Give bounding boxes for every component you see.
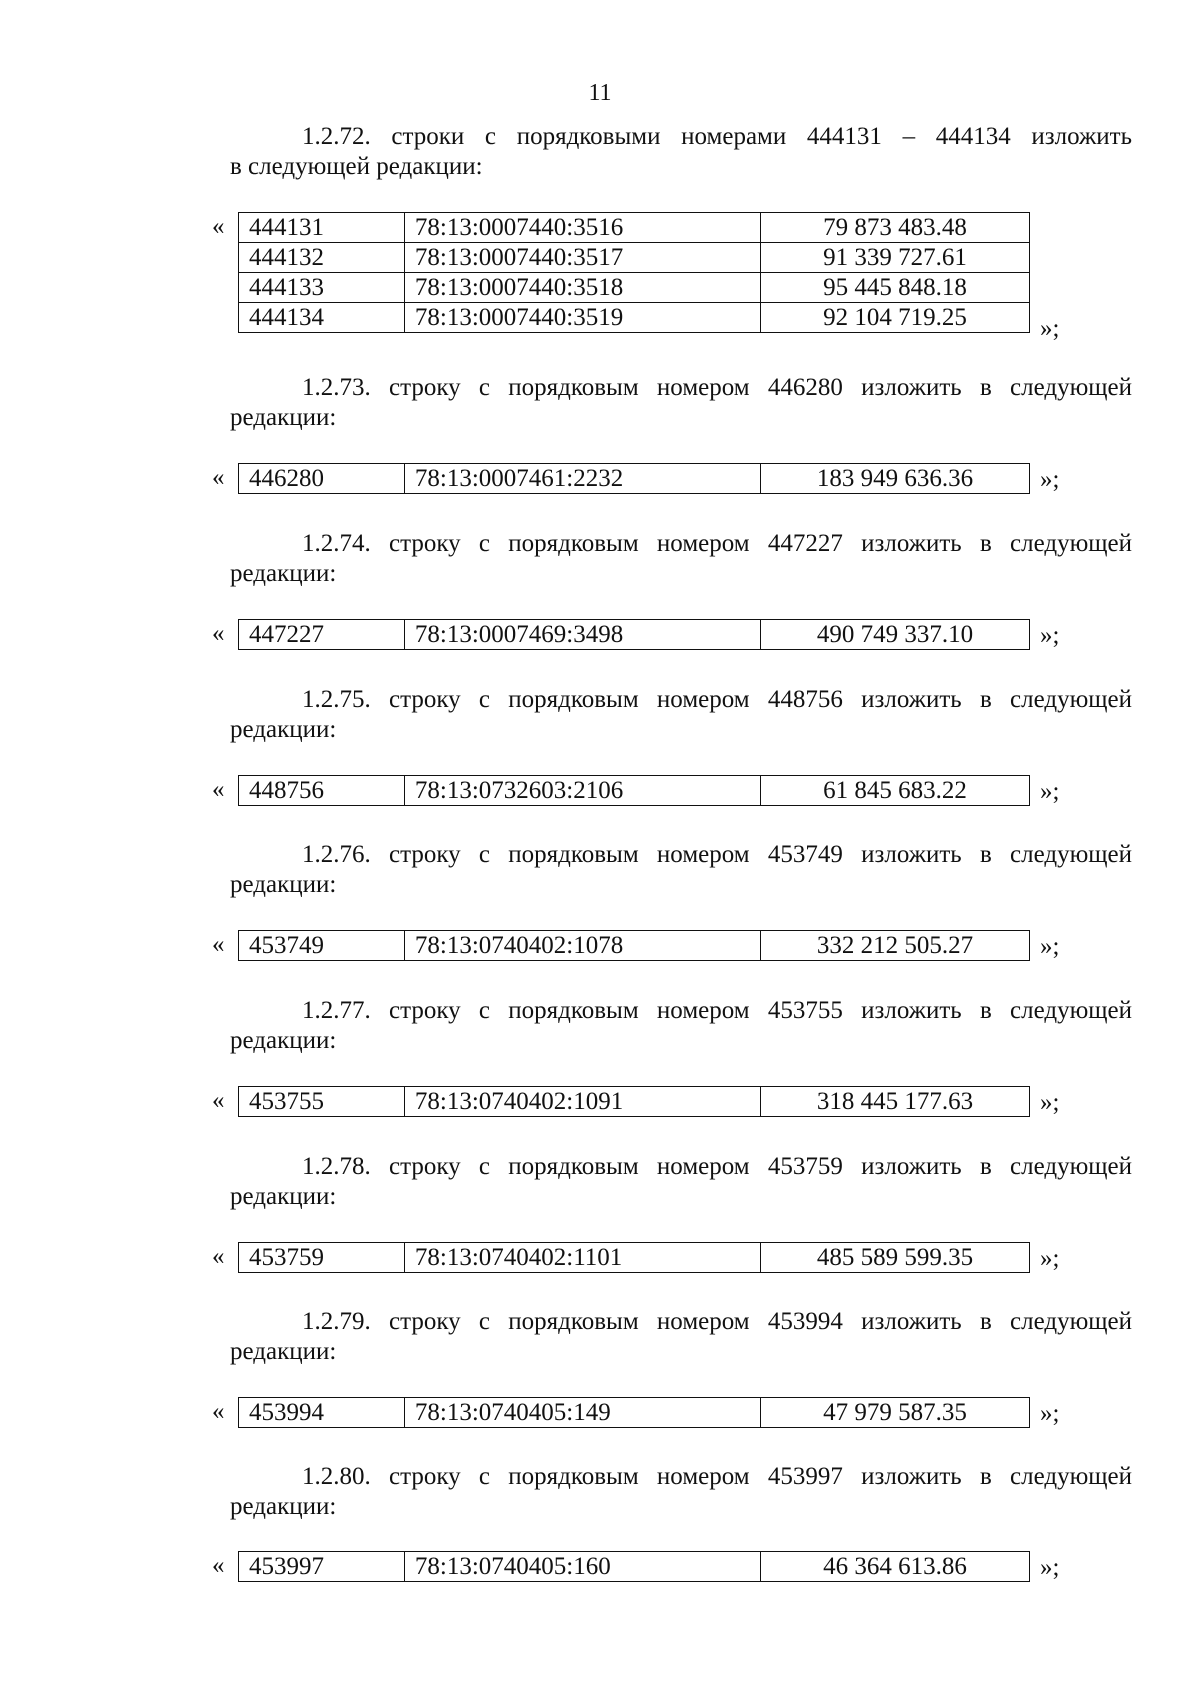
- paragraph-1-2-75: [230, 685, 1132, 745]
- value-cell: 79 873 483.48: [760, 213, 1029, 243]
- cadastral-number-cell: 78:13:0007440:3517: [404, 243, 760, 273]
- close-quote: »;: [1040, 933, 1060, 960]
- paragraph-line: 1.2.73. строку с порядковым номером 446280 изложить в следующей: [302, 374, 1132, 401]
- table-row: [239, 273, 1030, 303]
- open-quote: «: [212, 464, 225, 491]
- table-row: [239, 620, 1030, 650]
- close-quote: »;: [1040, 1400, 1060, 1427]
- row-number-cell: 446280: [239, 464, 405, 494]
- row-number-cell: 453755: [239, 1087, 405, 1117]
- amendment-table: [238, 1551, 1030, 1582]
- paragraph-line: 1.2.79. строку с порядковым номером 453994 изложить в следующей: [302, 1308, 1132, 1335]
- table-row: [239, 213, 1030, 243]
- cadastral-number-cell: 78:13:0740402:1078: [404, 931, 760, 961]
- paragraph-line: 1.2.72. строки с порядковыми номерами 444131 – 444134 изложить: [302, 123, 1132, 150]
- amendment-table: [238, 1242, 1030, 1273]
- open-quote: «: [212, 213, 225, 240]
- paragraph-1-2-74: [230, 529, 1132, 589]
- amendment-table: [238, 212, 1030, 333]
- paragraph-line: редакции:: [230, 1183, 337, 1210]
- paragraph-line: редакции:: [230, 871, 337, 898]
- open-quote: «: [212, 1243, 225, 1270]
- row-number-cell: 447227: [239, 620, 405, 650]
- row-number-cell: 444132: [239, 243, 405, 273]
- row-number-cell: 453759: [239, 1243, 405, 1273]
- paragraph-line: 1.2.75. строку с порядковым номером 448756 изложить в следующей: [302, 686, 1132, 713]
- row-number-cell: 444134: [239, 303, 405, 333]
- row-number-cell: 453997: [239, 1552, 405, 1582]
- close-quote: »;: [1040, 1089, 1060, 1116]
- cadastral-number-cell: 78:13:0740405:149: [404, 1398, 760, 1428]
- cadastral-number-cell: 78:13:0007469:3498: [404, 620, 760, 650]
- value-cell: 92 104 719.25: [760, 303, 1029, 333]
- paragraph-line: 1.2.78. строку с порядковым номером 453759 изложить в следующей: [302, 1153, 1132, 1180]
- amendment-table: [238, 775, 1030, 806]
- paragraph-line: редакции:: [230, 716, 337, 743]
- table-row: [239, 464, 1030, 494]
- paragraph-line: редакции:: [230, 560, 337, 587]
- table-row: [239, 303, 1030, 333]
- cadastral-number-cell: 78:13:0740402:1101: [404, 1243, 760, 1273]
- open-quote: «: [212, 620, 225, 647]
- open-quote: «: [212, 1087, 225, 1114]
- paragraph-line: редакции:: [230, 404, 337, 431]
- value-cell: 46 364 613.86: [760, 1552, 1029, 1582]
- open-quote: «: [212, 776, 225, 803]
- table-row: [239, 1087, 1030, 1117]
- table-row: [239, 931, 1030, 961]
- close-quote: »;: [1040, 315, 1060, 342]
- value-cell: 490 749 337.10: [760, 620, 1029, 650]
- paragraph-line: 1.2.76. строку с порядковым номером 453749 изложить в следующей: [302, 841, 1132, 868]
- amendment-table: [238, 1086, 1030, 1117]
- paragraph-1-2-72: [230, 122, 1132, 182]
- table-row: [239, 776, 1030, 806]
- amendment-table: [238, 463, 1030, 494]
- cadastral-number-cell: 78:13:0740402:1091: [404, 1087, 760, 1117]
- close-quote: »;: [1040, 466, 1060, 493]
- table-row: [239, 1552, 1030, 1582]
- value-cell: 318 445 177.63: [760, 1087, 1029, 1117]
- paragraph-line: 1.2.74. строку с порядковым номером 447227 изложить в следующей: [302, 530, 1132, 557]
- close-quote: »;: [1040, 622, 1060, 649]
- amendment-table: [238, 619, 1030, 650]
- row-number-cell: 453994: [239, 1398, 405, 1428]
- value-cell: 91 339 727.61: [760, 243, 1029, 273]
- value-cell: 95 445 848.18: [760, 273, 1029, 303]
- value-cell: 61 845 683.22: [760, 776, 1029, 806]
- paragraph-1-2-73: [230, 373, 1132, 433]
- page-number: 11: [588, 80, 612, 106]
- paragraph-1-2-79: [230, 1307, 1132, 1367]
- paragraph-line: в следующей редакции:: [230, 153, 483, 180]
- table-row: [239, 1243, 1030, 1273]
- open-quote: «: [212, 931, 225, 958]
- value-cell: 485 589 599.35: [760, 1243, 1029, 1273]
- cadastral-number-cell: 78:13:0740405:160: [404, 1552, 760, 1582]
- paragraph-line: 1.2.77. строку с порядковым номером 453755 изложить в следующей: [302, 997, 1132, 1024]
- open-quote: «: [212, 1398, 225, 1425]
- close-quote: »;: [1040, 778, 1060, 805]
- paragraph-1-2-80: [230, 1462, 1132, 1522]
- paragraph-line: 1.2.80. строку с порядковым номером 453997 изложить в следующей: [302, 1463, 1132, 1490]
- paragraph-line: редакции:: [230, 1338, 337, 1365]
- cadastral-number-cell: 78:13:0007440:3516: [404, 213, 760, 243]
- cadastral-number-cell: 78:13:0007440:3519: [404, 303, 760, 333]
- paragraph-1-2-78: [230, 1152, 1132, 1212]
- row-number-cell: 444131: [239, 213, 405, 243]
- row-number-cell: 453749: [239, 931, 405, 961]
- amendment-table: [238, 930, 1030, 961]
- value-cell: 332 212 505.27: [760, 931, 1029, 961]
- row-number-cell: 448756: [239, 776, 405, 806]
- open-quote: «: [212, 1552, 225, 1579]
- amendment-table: [238, 1397, 1030, 1428]
- table-row: [239, 243, 1030, 273]
- row-number-cell: 444133: [239, 273, 405, 303]
- close-quote: »;: [1040, 1554, 1060, 1581]
- cadastral-number-cell: 78:13:0007461:2232: [404, 464, 760, 494]
- paragraph-line: редакции:: [230, 1493, 337, 1520]
- cadastral-number-cell: 78:13:0732603:2106: [404, 776, 760, 806]
- cadastral-number-cell: 78:13:0007440:3518: [404, 273, 760, 303]
- close-quote: »;: [1040, 1245, 1060, 1272]
- paragraph-line: редакции:: [230, 1027, 337, 1054]
- value-cell: 183 949 636.36: [760, 464, 1029, 494]
- paragraph-1-2-77: [230, 996, 1132, 1056]
- paragraph-1-2-76: [230, 840, 1132, 900]
- value-cell: 47 979 587.35: [760, 1398, 1029, 1428]
- table-row: [239, 1398, 1030, 1428]
